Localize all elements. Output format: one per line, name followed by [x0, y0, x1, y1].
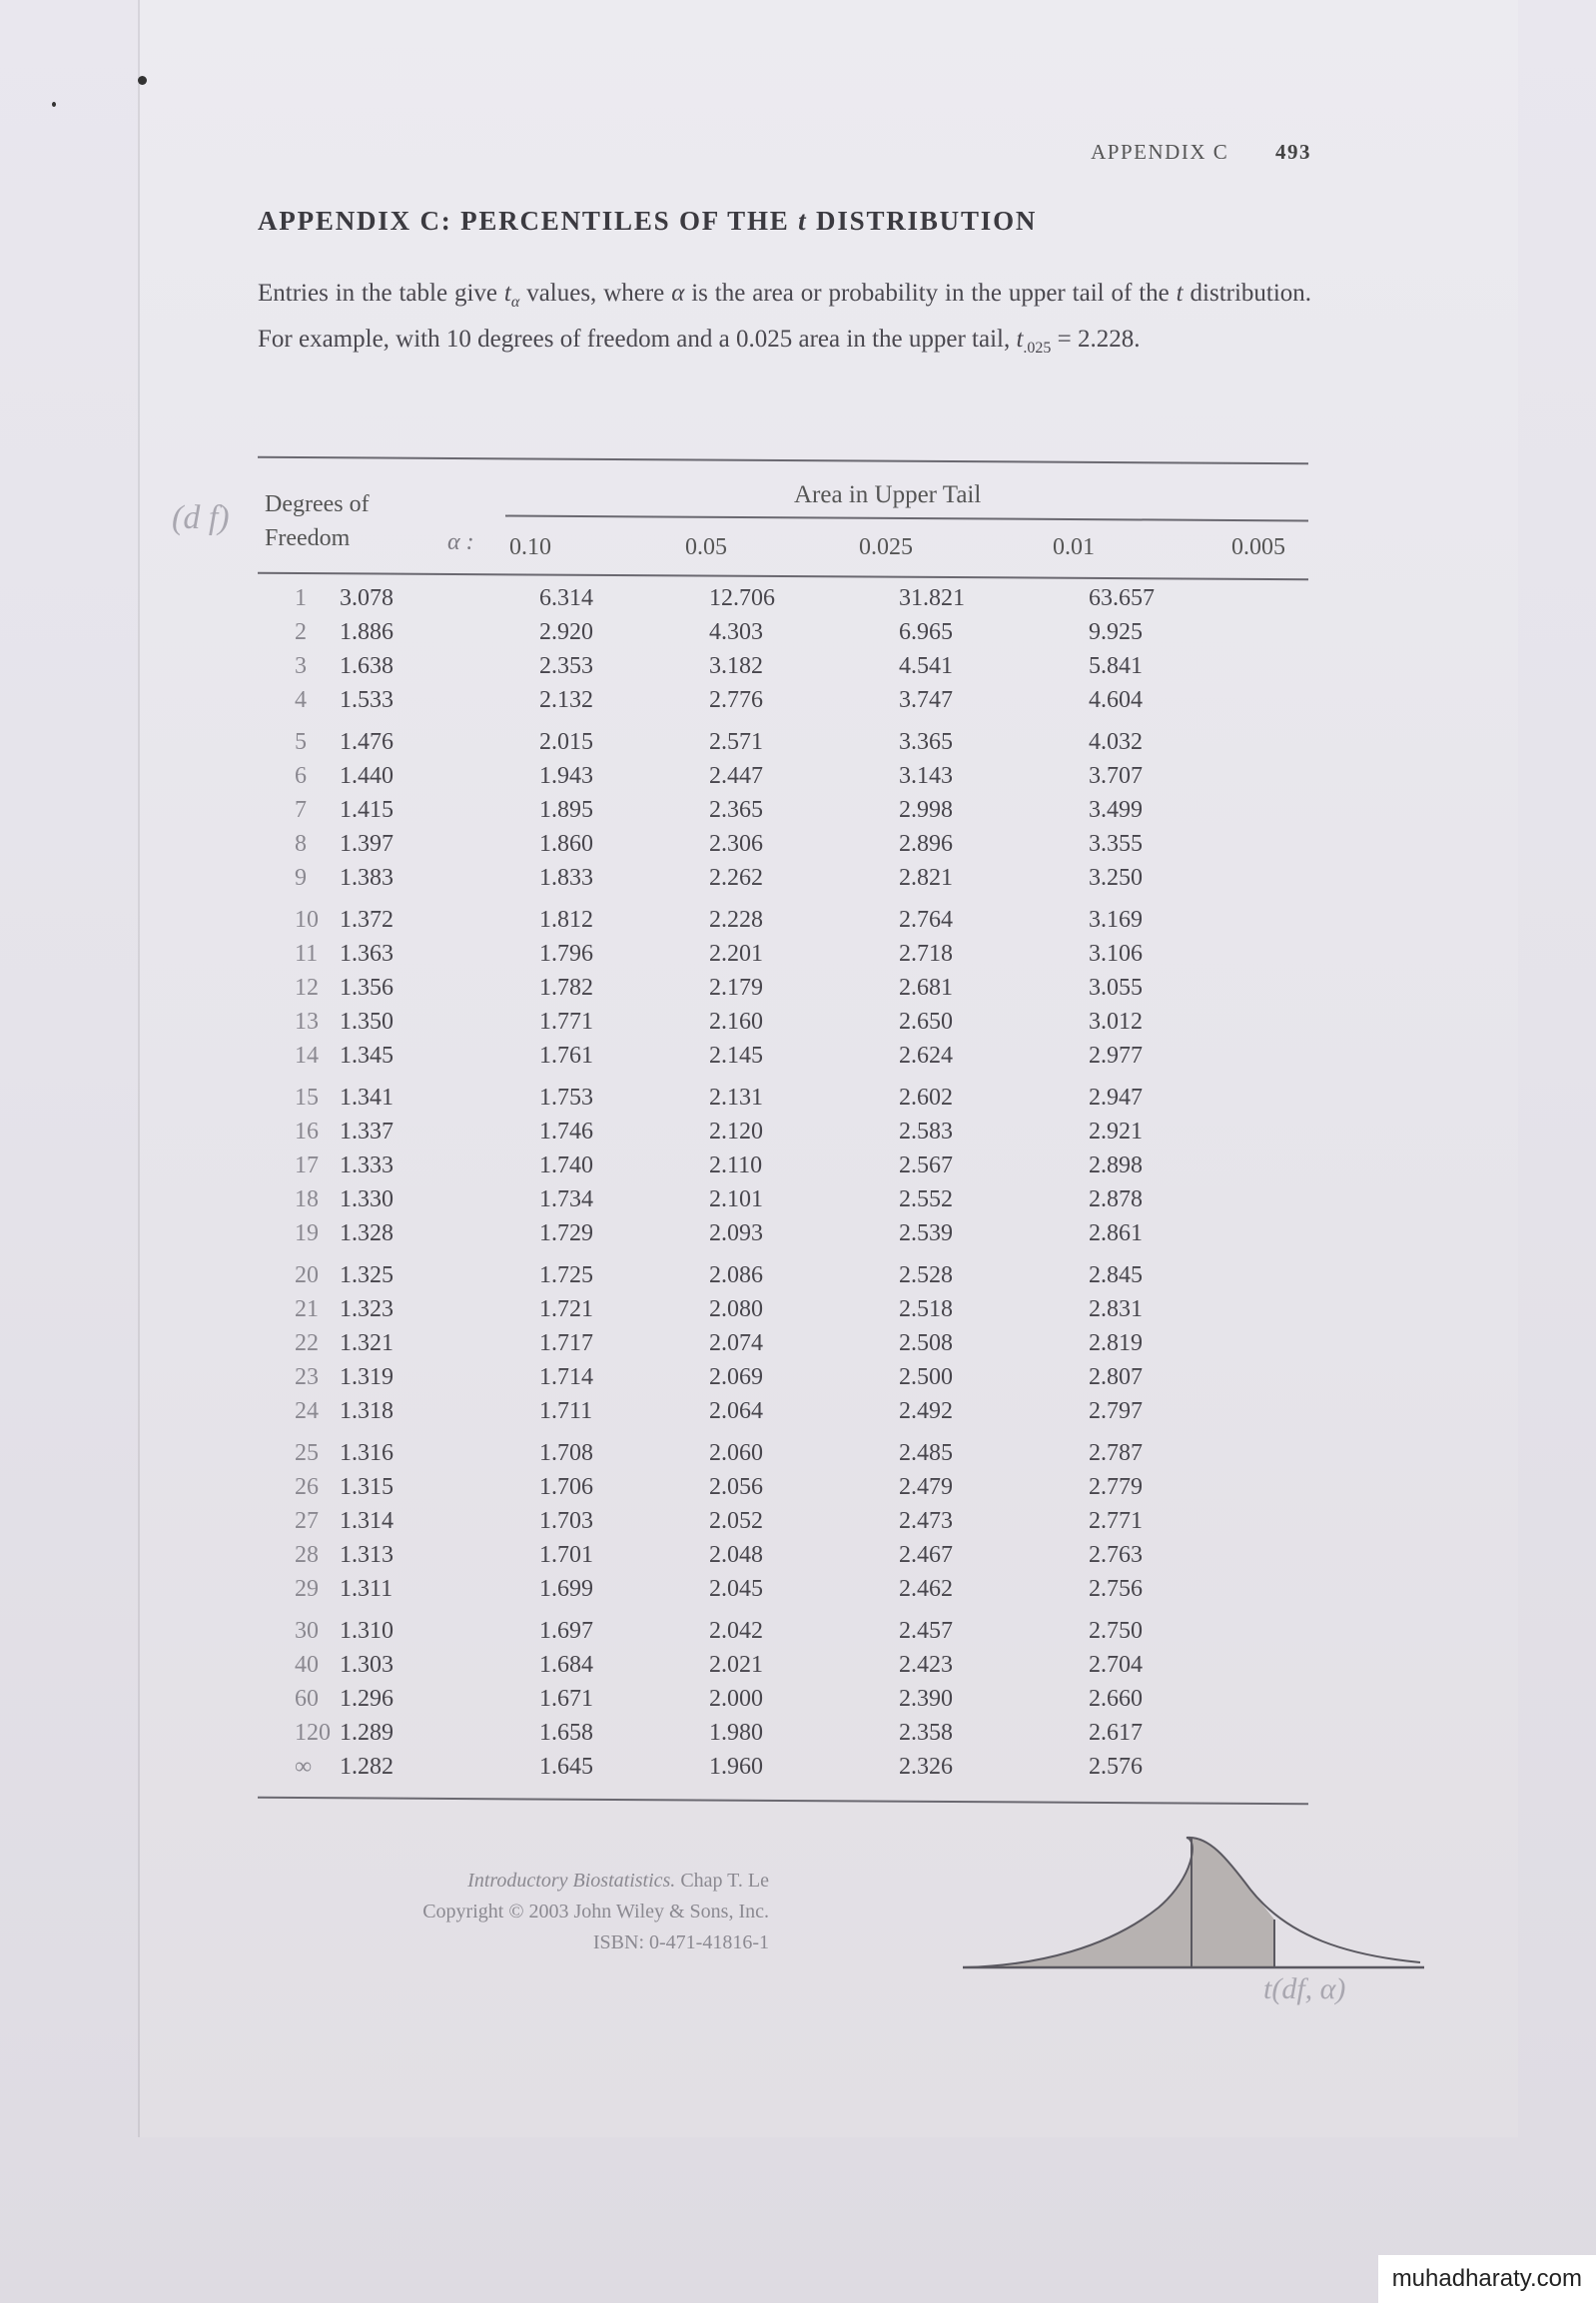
degrees-of-freedom-cell: 6	[295, 763, 307, 789]
critical-value-cell: 2.048	[709, 1542, 763, 1568]
critical-value-cell: 1.717	[539, 1330, 593, 1356]
footer-isbn: ISBN: 0-471-41816-1	[592, 1931, 769, 1953]
critical-value-cell: 1.325	[340, 1262, 394, 1288]
group-spacer	[1089, 1606, 1278, 1614]
group-spacer	[260, 1428, 340, 1436]
group-spacer	[709, 717, 899, 725]
critical-value-cell: 2.617	[1089, 1720, 1143, 1746]
critical-value-cell: 2.120	[709, 1119, 763, 1145]
critical-value-cell: 2.467	[899, 1542, 953, 1568]
t-table-body	[260, 581, 1278, 1784]
critical-value-cell: 1.671	[539, 1686, 593, 1712]
t-distribution-curve-illustration	[959, 1828, 1428, 1987]
book-footer	[270, 1866, 769, 1958]
critical-value-cell: 2.921	[1089, 1119, 1143, 1145]
critical-value-cell: 31.821	[899, 585, 965, 611]
degrees-of-freedom-cell: 30	[295, 1618, 319, 1644]
critical-value-cell: 1.771	[539, 1009, 593, 1035]
critical-value-cell: 2.977	[1089, 1043, 1143, 1069]
critical-value-cell: 2.771	[1089, 1508, 1143, 1534]
critical-value-cell: 4.541	[899, 653, 953, 679]
critical-value-cell: 2.045	[709, 1576, 763, 1602]
critical-value-cell: 2.052	[709, 1508, 763, 1534]
critical-value-cell: 1.960	[709, 1754, 763, 1780]
critical-value-cell: 3.747	[899, 687, 953, 713]
critical-value-cell: 2.021	[709, 1652, 763, 1678]
handwritten-note: t(df, α)	[1263, 1972, 1346, 2005]
critical-value-cell: 1.721	[539, 1296, 593, 1322]
group-spacer	[899, 717, 1089, 725]
critical-value-cell: 1.645	[539, 1754, 593, 1780]
group-spacer	[260, 717, 340, 725]
intro-text: distribution. For example, with 10 degrees of freedom and a 0.025 area in the upper tail,	[258, 280, 1312, 353]
dof-header-line1: Degrees of	[265, 491, 370, 517]
degrees-of-freedom-cell: 120	[295, 1720, 331, 1746]
intro-t-symbol: t	[1016, 326, 1024, 353]
degrees-of-freedom-cell: 29	[295, 1576, 319, 1602]
group-spacer	[899, 1606, 1089, 1614]
critical-value-cell: 2.807	[1089, 1364, 1143, 1390]
group-spacer	[899, 895, 1089, 903]
group-spacer	[340, 1428, 539, 1436]
group-spacer	[340, 717, 539, 725]
critical-value-cell: 2.131	[709, 1085, 763, 1111]
critical-value-cell: 2.660	[1089, 1686, 1143, 1712]
critical-value-cell: 2.528	[899, 1262, 953, 1288]
critical-value-cell: 1.372	[340, 907, 394, 933]
column-header-0-05: 0.05	[685, 534, 727, 560]
critical-value-cell: 3.499	[1089, 797, 1143, 823]
critical-value-cell: 2.479	[899, 1474, 953, 1500]
critical-value-cell: 2.326	[899, 1754, 953, 1780]
critical-value-cell: 2.064	[709, 1398, 763, 1424]
degrees-of-freedom-cell: 3	[295, 653, 307, 679]
critical-value-cell: 2.093	[709, 1220, 763, 1246]
critical-value-cell: 1.714	[539, 1364, 593, 1390]
degrees-of-freedom-cell: 60	[295, 1686, 319, 1712]
critical-value-cell: 2.060	[709, 1440, 763, 1466]
critical-value-cell: 1.415	[340, 797, 394, 823]
degrees-of-freedom-cell: 19	[295, 1220, 319, 1246]
group-spacer	[539, 895, 709, 903]
critical-value-cell: 2.861	[1089, 1220, 1143, 1246]
critical-value-cell: 1.860	[539, 831, 593, 857]
critical-value-cell: 1.697	[539, 1618, 593, 1644]
critical-value-cell: 2.042	[709, 1618, 763, 1644]
critical-value-cell: 2.567	[899, 1152, 953, 1178]
critical-value-cell: 2.539	[899, 1220, 953, 1246]
critical-value-cell: 2.552	[899, 1186, 953, 1212]
critical-value-cell: 1.740	[539, 1152, 593, 1178]
critical-value-cell: 1.315	[340, 1474, 394, 1500]
critical-value-cell: 1.440	[340, 763, 394, 789]
critical-value-cell: 2.365	[709, 797, 763, 823]
critical-value-cell: 1.753	[539, 1085, 593, 1111]
group-spacer	[539, 1428, 709, 1436]
critical-value-cell: 2.015	[539, 729, 593, 755]
critical-value-cell: 1.282	[340, 1754, 394, 1780]
ink-speck	[138, 76, 147, 85]
critical-value-cell: 3.055	[1089, 975, 1143, 1001]
critical-value-cell: 2.201	[709, 941, 763, 967]
critical-value-cell: 1.363	[340, 941, 394, 967]
critical-value-cell: 2.878	[1089, 1186, 1143, 1212]
degrees-of-freedom-cell: 8	[295, 831, 307, 857]
critical-value-cell: 2.718	[899, 941, 953, 967]
critical-value-cell: 1.333	[340, 1152, 394, 1178]
column-header-0-01: 0.01	[1053, 534, 1095, 560]
critical-value-cell: 63.657	[1089, 585, 1155, 611]
critical-value-cell: 3.182	[709, 653, 763, 679]
critical-value-cell: 2.390	[899, 1686, 953, 1712]
degrees-of-freedom-cell: 18	[295, 1186, 319, 1212]
critical-value-cell: 2.306	[709, 831, 763, 857]
critical-value-cell: 2.485	[899, 1440, 953, 1466]
handwritten-df-annotation: (d f)	[172, 499, 230, 536]
critical-value-cell: 1.895	[539, 797, 593, 823]
critical-value-cell: 2.776	[709, 687, 763, 713]
critical-value-cell: 1.345	[340, 1043, 394, 1069]
group-spacer	[709, 1606, 899, 1614]
critical-value-cell: 1.311	[340, 1576, 394, 1602]
dof-header	[265, 487, 370, 555]
critical-value-cell: 1.658	[539, 1720, 593, 1746]
critical-value-cell: 2.831	[1089, 1296, 1143, 1322]
degrees-of-freedom-cell: 40	[295, 1652, 319, 1678]
critical-value-cell: 2.797	[1089, 1398, 1143, 1424]
ink-speck	[52, 102, 56, 107]
critical-value-cell: 2.583	[899, 1119, 953, 1145]
critical-value-cell: 1.296	[340, 1686, 394, 1712]
critical-value-cell: 1.782	[539, 975, 593, 1001]
group-spacer	[899, 1428, 1089, 1436]
critical-value-cell: 1.330	[340, 1186, 394, 1212]
critical-value-cell: 2.101	[709, 1186, 763, 1212]
critical-value-cell: 3.106	[1089, 941, 1143, 967]
critical-value-cell: 1.319	[340, 1364, 394, 1390]
degrees-of-freedom-cell: 20	[295, 1262, 319, 1288]
critical-value-cell: 2.492	[899, 1398, 953, 1424]
group-spacer	[899, 1250, 1089, 1258]
degrees-of-freedom-cell: 27	[295, 1508, 319, 1534]
critical-value-cell: 2.160	[709, 1009, 763, 1035]
group-spacer	[539, 1250, 709, 1258]
group-spacer	[1089, 895, 1278, 903]
intro-alpha-symbol: α	[671, 280, 685, 307]
critical-value-cell: 1.684	[539, 1652, 593, 1678]
degrees-of-freedom-cell: 13	[295, 1009, 319, 1035]
critical-value-cell: 3.143	[899, 763, 953, 789]
critical-value-cell: 2.086	[709, 1262, 763, 1288]
dof-header-line2: Freedom	[265, 525, 351, 551]
critical-value-cell: 1.323	[340, 1296, 394, 1322]
critical-value-cell: 1.729	[539, 1220, 593, 1246]
critical-value-cell: 2.764	[899, 907, 953, 933]
group-spacer	[709, 895, 899, 903]
critical-value-cell: 1.476	[340, 729, 394, 755]
critical-value-cell: 2.228	[709, 907, 763, 933]
critical-value-cell: 2.262	[709, 865, 763, 891]
critical-value-cell: 4.032	[1089, 729, 1143, 755]
degrees-of-freedom-cell: 4	[295, 687, 307, 713]
critical-value-cell: 1.310	[340, 1618, 394, 1644]
group-spacer	[709, 1428, 899, 1436]
intro-t-symbol: t	[503, 280, 511, 307]
critical-value-cell: 2.779	[1089, 1474, 1143, 1500]
group-spacer	[260, 895, 340, 903]
group-spacer	[260, 1606, 340, 1614]
critical-value-cell: 2.074	[709, 1330, 763, 1356]
critical-value-cell: 2.576	[1089, 1754, 1143, 1780]
curve-shaded-area	[965, 1838, 1274, 1967]
intro-text: values, where	[526, 280, 665, 307]
group-spacer	[1089, 1428, 1278, 1436]
handwritten-alpha-annotation: α :	[447, 529, 474, 555]
footer-author: Chap T. Le	[680, 1870, 769, 1892]
critical-value-cell: 2.132	[539, 687, 593, 713]
critical-value-cell: 2.650	[899, 1009, 953, 1035]
critical-value-cell: 1.943	[539, 763, 593, 789]
group-spacer	[539, 1073, 709, 1081]
critical-value-cell: 1.761	[539, 1043, 593, 1069]
running-head	[1091, 140, 1311, 165]
critical-value-cell: 1.350	[340, 1009, 394, 1035]
critical-value-cell: 5.841	[1089, 653, 1143, 679]
title-tail: DISTRIBUTION	[816, 206, 1038, 236]
group-spacer	[260, 1073, 340, 1081]
critical-value-cell: 2.179	[709, 975, 763, 1001]
column-header-0-10: 0.10	[509, 534, 551, 560]
degrees-of-freedom-cell: 21	[295, 1296, 319, 1322]
intro-text: is the area or probability in the upper tail of the	[691, 280, 1170, 307]
critical-value-cell: 6.314	[539, 585, 593, 611]
critical-value-cell: 2.056	[709, 1474, 763, 1500]
site-watermark: muhadharaty.com	[1378, 2255, 1596, 2303]
critical-value-cell: 2.423	[899, 1652, 953, 1678]
group-spacer	[1089, 1250, 1278, 1258]
group-spacer	[340, 1250, 539, 1258]
intro-text: = 2.228.	[1057, 326, 1141, 353]
critical-value-cell: 2.750	[1089, 1618, 1143, 1644]
critical-value-cell: 1.886	[340, 619, 394, 645]
degrees-of-freedom-cell: 15	[295, 1085, 319, 1111]
critical-value-cell: 1.703	[539, 1508, 593, 1534]
critical-value-cell: 1.328	[340, 1220, 394, 1246]
group-spacer	[260, 1250, 340, 1258]
critical-value-cell: 2.000	[709, 1686, 763, 1712]
degrees-of-freedom-cell: 5	[295, 729, 307, 755]
critical-value-cell: 1.318	[340, 1398, 394, 1424]
degrees-of-freedom-cell: 24	[295, 1398, 319, 1424]
critical-value-cell: 3.707	[1089, 763, 1143, 789]
footer-book-title: Introductory Biostatistics.	[467, 1870, 676, 1892]
critical-value-cell: 2.681	[899, 975, 953, 1001]
critical-value-cell: 3.012	[1089, 1009, 1143, 1035]
degrees-of-freedom-cell: 28	[295, 1542, 319, 1568]
critical-value-cell: 2.518	[899, 1296, 953, 1322]
critical-value-cell: 1.321	[340, 1330, 394, 1356]
critical-value-cell: 1.316	[340, 1440, 394, 1466]
degrees-of-freedom-cell: 7	[295, 797, 307, 823]
critical-value-cell: 1.796	[539, 941, 593, 967]
critical-value-cell: 6.965	[899, 619, 953, 645]
critical-value-cell: 12.706	[709, 585, 775, 611]
footer-copyright: Copyright © 2003 John Wiley & Sons, Inc.	[422, 1901, 769, 1922]
group-spacer	[340, 895, 539, 903]
critical-value-cell: 1.699	[539, 1576, 593, 1602]
critical-value-cell: 1.701	[539, 1542, 593, 1568]
group-spacer	[709, 1250, 899, 1258]
group-spacer	[709, 1073, 899, 1081]
group-spacer	[1089, 1073, 1278, 1081]
critical-value-cell: 1.337	[340, 1119, 394, 1145]
degrees-of-freedom-cell: 16	[295, 1119, 319, 1145]
critical-value-cell: 2.571	[709, 729, 763, 755]
critical-value-cell: 2.447	[709, 763, 763, 789]
critical-value-cell: 1.533	[340, 687, 394, 713]
degrees-of-freedom-cell: 26	[295, 1474, 319, 1500]
group-spacer	[539, 717, 709, 725]
intro-alpha-subscript: α	[510, 294, 520, 311]
critical-value-cell: 3.365	[899, 729, 953, 755]
critical-value-cell: 2.787	[1089, 1440, 1143, 1466]
critical-value-cell: 2.756	[1089, 1576, 1143, 1602]
critical-value-cell: 2.763	[1089, 1542, 1143, 1568]
degrees-of-freedom-cell: 23	[295, 1364, 319, 1390]
page-title	[258, 206, 1037, 237]
critical-value-cell: 2.704	[1089, 1652, 1143, 1678]
critical-value-cell: 2.845	[1089, 1262, 1143, 1288]
critical-value-cell: 1.711	[539, 1398, 593, 1424]
critical-value-cell: 4.604	[1089, 687, 1143, 713]
critical-value-cell: 2.457	[899, 1618, 953, 1644]
critical-value-cell: 1.734	[539, 1186, 593, 1212]
critical-value-cell: 2.069	[709, 1364, 763, 1390]
critical-value-cell: 1.341	[340, 1085, 394, 1111]
degrees-of-freedom-cell: 12	[295, 975, 319, 1001]
critical-value-cell: 1.356	[340, 975, 394, 1001]
area-upper-tail-header: Area in Upper Tail	[794, 481, 982, 508]
critical-value-cell: 1.313	[340, 1542, 394, 1568]
critical-value-cell: 2.110	[709, 1152, 763, 1178]
group-spacer	[1089, 717, 1278, 725]
title-t: t	[798, 206, 808, 236]
critical-value-cell: 4.303	[709, 619, 763, 645]
critical-value-cell: 2.920	[539, 619, 593, 645]
critical-value-cell: 3.169	[1089, 907, 1143, 933]
critical-value-cell: 2.358	[899, 1720, 953, 1746]
degrees-of-freedom-cell: 17	[295, 1152, 319, 1178]
critical-value-cell: 2.821	[899, 865, 953, 891]
column-header-0-025: 0.025	[859, 534, 913, 560]
intro-paragraph	[258, 275, 1311, 367]
critical-value-cell: 2.602	[899, 1085, 953, 1111]
critical-value-cell: 1.980	[709, 1720, 763, 1746]
page-number: 493	[1275, 140, 1311, 164]
degrees-of-freedom-cell: 2	[295, 619, 307, 645]
intro-text: Entries in the table give	[258, 280, 498, 307]
column-header-0-005: 0.005	[1231, 534, 1285, 560]
degrees-of-freedom-cell: 11	[295, 941, 319, 967]
degrees-of-freedom-cell: 10	[295, 907, 319, 933]
critical-value-cell: 2.898	[1089, 1152, 1143, 1178]
group-spacer	[899, 1073, 1089, 1081]
critical-value-cell: 2.947	[1089, 1085, 1143, 1111]
intro-t-subscript: .025	[1023, 340, 1052, 357]
critical-value-cell: 2.998	[899, 797, 953, 823]
critical-value-cell: 2.508	[899, 1330, 953, 1356]
critical-value-cell: 2.473	[899, 1508, 953, 1534]
critical-value-cell: 1.303	[340, 1652, 394, 1678]
intro-t-symbol: t	[1176, 280, 1184, 307]
critical-value-cell: 1.725	[539, 1262, 593, 1288]
critical-value-cell: 9.925	[1089, 619, 1143, 645]
critical-value-cell: 2.896	[899, 831, 953, 857]
degrees-of-freedom-cell: ∞	[295, 1754, 313, 1780]
title-main: APPENDIX C: PERCENTILES OF THE	[258, 206, 790, 236]
degrees-of-freedom-cell: 22	[295, 1330, 319, 1356]
critical-value-cell: 1.397	[340, 831, 394, 857]
critical-value-cell: 1.314	[340, 1508, 394, 1534]
critical-value-cell: 1.746	[539, 1119, 593, 1145]
degrees-of-freedom-cell: 9	[295, 865, 307, 891]
critical-value-cell: 2.624	[899, 1043, 953, 1069]
critical-value-cell: 3.078	[340, 585, 394, 611]
running-head-title: APPENDIX C	[1091, 140, 1229, 164]
critical-value-cell: 2.080	[709, 1296, 763, 1322]
critical-value-cell: 1.708	[539, 1440, 593, 1466]
critical-value-cell: 2.145	[709, 1043, 763, 1069]
group-spacer	[340, 1073, 539, 1081]
critical-value-cell: 3.250	[1089, 865, 1143, 891]
critical-value-cell: 1.812	[539, 907, 593, 933]
critical-value-cell: 1.706	[539, 1474, 593, 1500]
degrees-of-freedom-cell: 1	[295, 585, 307, 611]
critical-value-cell: 2.462	[899, 1576, 953, 1602]
critical-value-cell: 1.833	[539, 865, 593, 891]
group-spacer	[539, 1606, 709, 1614]
critical-value-cell: 2.500	[899, 1364, 953, 1390]
critical-value-cell: 3.355	[1089, 831, 1143, 857]
critical-value-cell: 1.383	[340, 865, 394, 891]
degrees-of-freedom-cell: 25	[295, 1440, 319, 1466]
critical-value-cell: 1.638	[340, 653, 394, 679]
degrees-of-freedom-cell: 14	[295, 1043, 319, 1069]
critical-value-cell: 2.353	[539, 653, 593, 679]
critical-value-cell: 2.819	[1089, 1330, 1143, 1356]
critical-value-cell: 1.289	[340, 1720, 394, 1746]
group-spacer	[340, 1606, 539, 1614]
